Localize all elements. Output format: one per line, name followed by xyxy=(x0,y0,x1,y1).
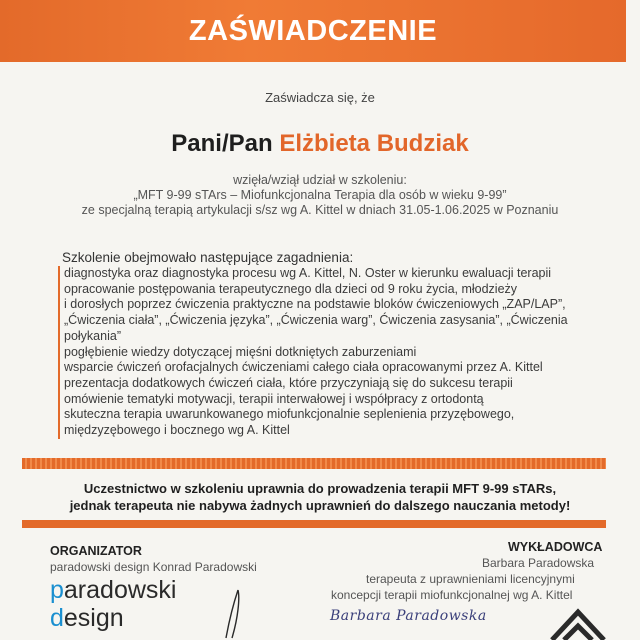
lecturer-role-continued: koncepcji terapii miofunkcjonalnej wg A. Kittel xyxy=(331,588,573,602)
lecturer-role: terapeuta z uprawnieniami licencyjnymi xyxy=(366,572,575,586)
participation-line: wzięła/wziął udział w szkoleniu: xyxy=(233,173,407,187)
topics-list xyxy=(58,266,604,439)
topics-heading: Szkolenie obejmowało następujące zagadnienia: xyxy=(62,250,354,265)
logo-accent-p: p xyxy=(50,576,64,604)
topic-line: opracowanie postępowania terapeutycznego dla dzieci od 9 roku życia, młodzieży xyxy=(64,281,518,296)
recipient-name: Elżbieta Budziak xyxy=(279,130,469,157)
organizer-name: paradowski design Konrad Paradowski xyxy=(50,560,257,574)
topic-line: prezentacja dodatkowych ćwiczeń ciała, które przyczyniają się do sukcesu terapii xyxy=(64,375,513,390)
topic-line: pogłębienie wiedzy dotyczącej mięśni dotkniętych zaburzeniami xyxy=(64,344,417,359)
topic-line: skuteczna terapia uwarunkowanego miofunkcjonalnie seplenienia przyzębowego, xyxy=(64,407,515,422)
divider-bar xyxy=(22,520,606,528)
pen-signature-mark xyxy=(218,588,248,640)
topic-line: międzyzębowego i bocznego wg A. Kittel xyxy=(64,423,290,438)
title-banner xyxy=(0,0,626,62)
lecturer-heading: WYKŁADOWCA xyxy=(508,540,603,554)
topic-line: wsparcie ćwiczeń orofacjalnych ćwiczeniami całego ciała opracowanymi przez A. Kittel xyxy=(64,360,543,375)
course-dates: ze specjalną terapią artykulacji s/sz wg A. Kittel w dniach 31.05-1.06.2025 w Poznaniu xyxy=(81,203,559,217)
handwritten-signature: Barbara Paradowska xyxy=(330,608,487,624)
organizer-heading: ORGANIZATOR xyxy=(50,544,142,558)
topic-line: „Ćwiczenia ciała”, „Ćwiczenia języka”, „Ćwiczenia warg”, Ćwiczenia zasysania”, „Ćwiczenia xyxy=(64,313,568,328)
lecturer-name: Barbara Paradowska xyxy=(482,556,595,570)
course-title: „MFT 9-99 sTArs – Miofunkcjonalna Terapia dla osób w wieku 9-99” xyxy=(133,188,507,202)
topic-line: diagnostyka oraz diagnostyka procesu wg A. Kittel, N. Oster w kierunku ewaluacji terapii xyxy=(64,266,552,280)
divider-stripe xyxy=(22,458,606,469)
topic-line: i dorosłych poprzez ćwiczenia praktyczne na podstawie bloków ćwiczeniowych „ZAP/LAP”, xyxy=(64,297,566,312)
intro-text: Zaświadcza się, że xyxy=(265,90,375,105)
notice-line: jednak terapeuta nie nabywa żadnych uprawnień do dalszego nauczania metody! xyxy=(69,498,571,513)
topic-line: omówienie tematyki motywacji, terapii interwałowej i współpracy z ortodontą xyxy=(64,391,484,406)
notice-line: Uczestnictwo w szkoleniu uprawnia do prowadzenia terapii MFT 9-99 sTARs, xyxy=(83,481,557,496)
notice-box xyxy=(0,480,640,514)
recipient-prefix: Pani/Pan xyxy=(171,130,273,157)
logo-text-line1: aradowski xyxy=(63,576,177,604)
certificate-title: ZAŚWIADCZENIE xyxy=(188,14,438,47)
logo-accent-d: d xyxy=(50,604,64,632)
brand-emblem-icon xyxy=(548,600,608,640)
recipient-line xyxy=(0,130,640,158)
topic-line: połykania” xyxy=(64,328,121,343)
logo-text-line2: esign xyxy=(63,604,124,632)
participation-block xyxy=(0,173,640,218)
organizer-logo xyxy=(50,576,240,636)
